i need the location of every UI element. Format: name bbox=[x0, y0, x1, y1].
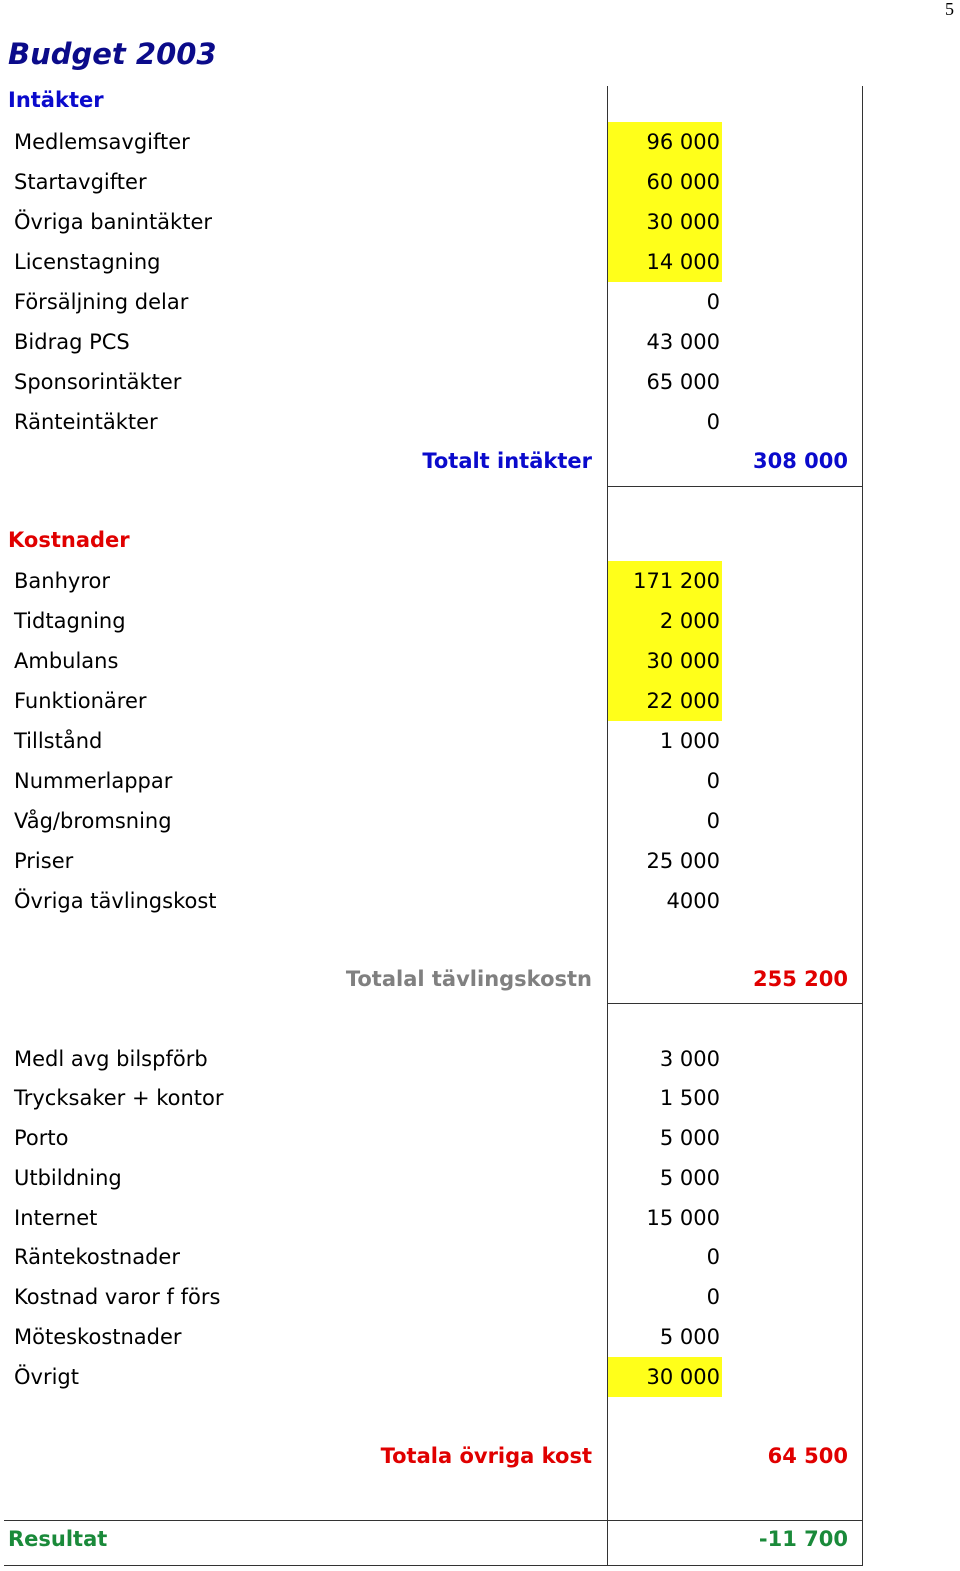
table-row bbox=[0, 1078, 960, 1118]
row-label: Övrigt bbox=[14, 1365, 79, 1389]
row-amount: 2 000 bbox=[608, 601, 722, 641]
row-label: Våg/bromsning bbox=[14, 809, 172, 833]
table-row bbox=[0, 282, 960, 322]
row-label: Ränteintäkter bbox=[14, 410, 158, 434]
table-row bbox=[0, 202, 960, 242]
table-row bbox=[0, 1198, 960, 1238]
table-row bbox=[0, 801, 960, 841]
income-total-value: 308 000 bbox=[753, 449, 848, 473]
row-label: Startavgifter bbox=[14, 170, 147, 194]
table-row bbox=[0, 1277, 960, 1317]
row-label: Porto bbox=[14, 1126, 69, 1150]
row-amount: 1 000 bbox=[659, 729, 720, 753]
row-label: Utbildning bbox=[14, 1166, 122, 1190]
table-row bbox=[0, 1158, 960, 1198]
row-label: Licenstagning bbox=[14, 250, 161, 274]
row-label: Räntekostnader bbox=[14, 1245, 180, 1269]
row-amount: 30 000 bbox=[608, 202, 722, 242]
row-amount: 96 000 bbox=[608, 122, 722, 162]
result-rule bbox=[4, 1520, 863, 1521]
table-row bbox=[0, 721, 960, 761]
row-amount: 0 bbox=[706, 1245, 720, 1269]
row-amount: 22 000 bbox=[608, 681, 722, 721]
row-amount: 30 000 bbox=[608, 1357, 722, 1397]
row-label: Sponsorintäkter bbox=[14, 370, 182, 394]
table-row bbox=[0, 881, 960, 921]
row-label: Medl avg bilspförb bbox=[14, 1047, 208, 1071]
income-total-label: Totalt intäkter bbox=[422, 449, 592, 473]
row-label: Medlemsavgifter bbox=[14, 130, 190, 154]
competition-total-label: Totalal tävlingskostn bbox=[345, 967, 592, 991]
row-label: Trycksaker + kontor bbox=[14, 1086, 224, 1110]
row-amount: 0 bbox=[706, 410, 720, 434]
other-costs-total-label: Totala övriga kost bbox=[380, 1444, 592, 1468]
row-amount: 15 000 bbox=[646, 1206, 720, 1230]
row-label: Nummerlappar bbox=[14, 769, 173, 793]
table-row bbox=[0, 761, 960, 801]
row-label: Bidrag PCS bbox=[14, 330, 130, 354]
row-amount: 5 000 bbox=[659, 1325, 720, 1349]
row-label: Övriga tävlingskost bbox=[14, 889, 217, 913]
table-row bbox=[0, 841, 960, 881]
table-row bbox=[0, 122, 960, 162]
row-amount: 171 200 bbox=[608, 561, 722, 601]
row-amount: 4000 bbox=[666, 889, 720, 913]
table-row bbox=[0, 322, 960, 362]
row-amount: 30 000 bbox=[608, 641, 722, 681]
page-number: 5 bbox=[945, 0, 954, 19]
row-label: Möteskostnader bbox=[14, 1325, 182, 1349]
income-total-rule bbox=[607, 486, 863, 487]
row-label: Banhyror bbox=[14, 569, 110, 593]
row-amount: 5 000 bbox=[659, 1126, 720, 1150]
row-amount: 3 000 bbox=[659, 1047, 720, 1071]
income-heading: Intäkter bbox=[8, 88, 104, 112]
row-amount: 25 000 bbox=[646, 849, 720, 873]
row-label: Priser bbox=[14, 849, 74, 873]
table-row bbox=[0, 1118, 960, 1158]
table-row bbox=[0, 601, 960, 641]
table-row bbox=[0, 362, 960, 402]
row-amount: 5 000 bbox=[659, 1166, 720, 1190]
row-amount: 0 bbox=[706, 1285, 720, 1309]
row-amount: 14 000 bbox=[608, 242, 722, 282]
row-amount: 0 bbox=[706, 769, 720, 793]
row-label: Ambulans bbox=[14, 649, 119, 673]
row-amount: 65 000 bbox=[646, 370, 720, 394]
table-row bbox=[0, 1357, 960, 1397]
row-label: Kostnad varor f förs bbox=[14, 1285, 221, 1309]
table-row bbox=[0, 681, 960, 721]
row-label: Övriga banintäkter bbox=[14, 210, 213, 234]
row-amount: 43 000 bbox=[646, 330, 720, 354]
table-row bbox=[0, 1237, 960, 1277]
table-row bbox=[0, 402, 960, 442]
table-row bbox=[0, 1039, 960, 1079]
table-row bbox=[0, 561, 960, 601]
result-value: -11 700 bbox=[758, 1527, 848, 1551]
row-label: Tidtagning bbox=[14, 609, 126, 633]
row-label: Försäljning delar bbox=[14, 290, 189, 314]
row-amount: 0 bbox=[706, 290, 720, 314]
costs-heading: Kostnader bbox=[8, 528, 130, 552]
table-row bbox=[0, 641, 960, 681]
table-row bbox=[0, 1317, 960, 1357]
table-row bbox=[0, 162, 960, 202]
row-label: Funktionärer bbox=[14, 689, 147, 713]
table-row bbox=[0, 242, 960, 282]
row-label: Internet bbox=[14, 1206, 98, 1230]
row-amount: 1 500 bbox=[659, 1086, 720, 1110]
row-label: Tillstånd bbox=[14, 729, 103, 753]
competition-total-value: 255 200 bbox=[753, 967, 848, 991]
row-amount: 0 bbox=[706, 809, 720, 833]
competition-total-rule bbox=[607, 1003, 863, 1004]
page-title: Budget 2003 bbox=[8, 37, 217, 71]
row-amount: 60 000 bbox=[608, 162, 722, 202]
result-label: Resultat bbox=[8, 1527, 108, 1551]
bottom-rule bbox=[4, 1565, 863, 1566]
other-costs-total-value: 64 500 bbox=[767, 1444, 848, 1468]
